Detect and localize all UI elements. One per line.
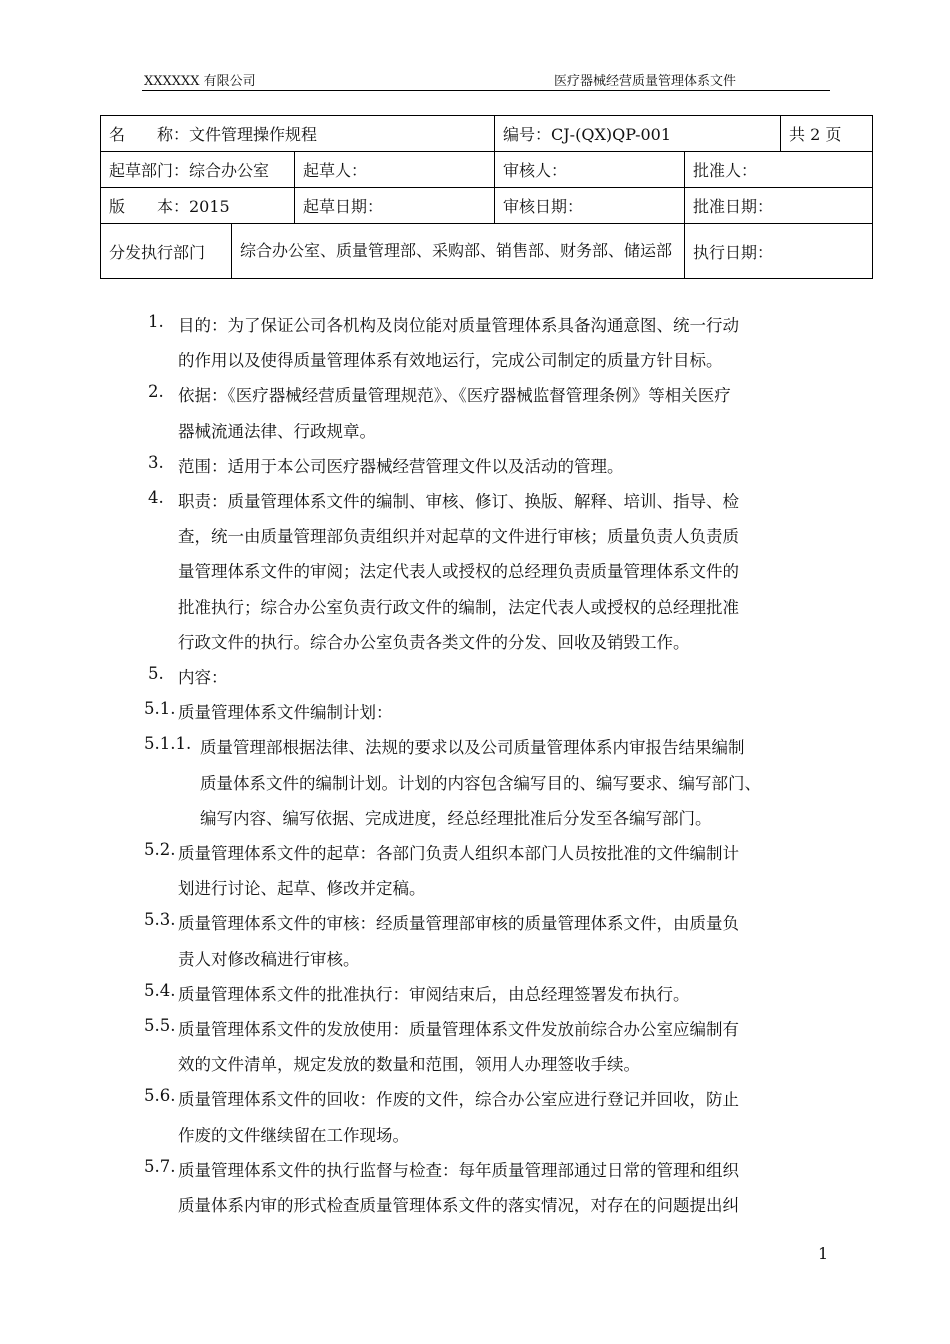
section-text-line: 编写内容、编写依据、完成进度，经总经理批准后分发至各编写部门。 (200, 808, 712, 828)
section-text-line: 行政文件的执行。综合办公室负责各类文件的分发、回收及销毁工作。 (178, 632, 690, 652)
section-text-line: 目的：为了保证公司各机构及岗位能对质量管理体系具备沟通意图、统一行动 (178, 316, 739, 335)
section-number: 5.1.1. (144, 734, 192, 754)
review-date-cell: 审核日期： (495, 188, 685, 224)
section-text-line: 划进行讨论、起草、修改并定稿。 (178, 879, 426, 899)
section-text-line: 量管理体系文件的审阅；法定代表人或授权的总经理负责质量管理体系文件的 (178, 562, 739, 582)
section-text-line: 质量管理部根据法律、法规的要求以及公司质量管理体系内审报告结果编制 (200, 738, 745, 758)
section-text-line: 器械流通法律、行政规章。 (178, 421, 376, 441)
page-header (142, 70, 830, 91)
draft-dept-cell: 起草部门：综合办公室 (101, 152, 295, 188)
section-number: 5.5. (144, 1016, 176, 1035)
section-number: 3. (148, 452, 164, 472)
distribution-depts-cell: 综合办公室、质量管理部、采购部、销售部、财务部、储运部 (232, 224, 685, 279)
approver-cell: 批准人： (685, 152, 873, 188)
reviewer-cell: 审核人： (495, 152, 685, 188)
section-text-line: 责人对修改稿进行审核。 (178, 949, 360, 969)
page-number: 1 (818, 1244, 829, 1263)
section-number: 2. (148, 382, 164, 402)
section-text-line: 质量体系内审的形式检查质量管理体系文件的落实情况，对存在的问题提出纠 (178, 1196, 739, 1215)
document-info-table (100, 115, 873, 279)
section-text-line: 批准执行；综合办公室负责行政文件的编制，法定代表人或授权的总经理批准 (178, 597, 739, 617)
section-number: 1. (148, 312, 164, 331)
page-count-cell: 共 2 页 (781, 116, 873, 152)
doc-system-title: 医疗器械经营质量管理体系文件 (554, 74, 737, 89)
section-number: 5.6. (144, 1086, 176, 1106)
section-text-line: 质量管理体系文件的发放使用：质量管理体系文件发放前综合办公室应编制有 (178, 1020, 739, 1039)
section-text-line: 职责：质量管理体系文件的编制、审核、修订、换版、解释、培训、指导、检 (178, 492, 739, 511)
section-text-line: 的作用以及使得质量管理体系有效地运行，完成公司制定的质量方针目标。 (178, 351, 723, 371)
version-cell: 版 本：2015 (101, 188, 295, 224)
exec-date-cell: 执行日期： (685, 224, 873, 279)
section-number: 5.3. (144, 910, 176, 930)
section-number: 5.4. (144, 980, 176, 1000)
doc-name-cell: 名 称：文件管理操作规程 (101, 116, 495, 152)
section-number: 5.7. (144, 1156, 176, 1176)
section-text-line: 质量管理体系文件的起草：各部门负责人组织本部门人员按批准的文件编制计 (178, 844, 739, 863)
section-text-line: 效的文件清单，规定发放的数量和范围，领用人办理签收手续。 (178, 1055, 640, 1075)
section-number: 5.1. (144, 699, 176, 719)
doc-code-cell: 编号：CJ-(QX)QP-001 (495, 116, 781, 152)
section-text-line: 质量管理体系文件的回收：作废的文件，综合办公室应进行登记并回收，防止 (178, 1090, 739, 1110)
section-text-line: 质量管理体系文件的审核：经质量管理部审核的质量管理体系文件，由质量负 (178, 914, 739, 934)
section-text-line: 质量管理体系文件的执行监督与检查：每年质量管理部通过日常的管理和组织 (178, 1160, 739, 1180)
section-text-line: 依据：《医疗器械经营质量管理规范》、《医疗器械监督管理条例》等相关医疗 (178, 386, 731, 406)
draft-date-cell: 起草日期： (295, 188, 495, 224)
section-text-line: 作废的文件继续留在工作现场。 (178, 1125, 409, 1145)
section-text-line: 内容： (178, 668, 228, 687)
section-text-line: 质量管理体系文件编制计划： (178, 703, 393, 723)
section-number: 5.2. (144, 840, 176, 859)
section-text-line: 质量体系文件的编制计划。计划的内容包含编写目的、编写要求、编写部门、 (200, 773, 761, 793)
drafter-cell: 起草人： (295, 152, 495, 188)
company-name: XXXXXX 有限公司 (144, 74, 256, 89)
section-text-line: 查，统一由质量管理部负责组织并对起草的文件进行审核；质量负责人负责质 (178, 527, 739, 547)
distribution-label-cell: 分发执行部门 (101, 224, 232, 279)
section-number: 4. (148, 488, 164, 507)
section-text-line: 质量管理体系文件的批准执行：审阅结束后，由总经理签署发布执行。 (178, 984, 690, 1004)
section-number: 5. (148, 664, 164, 683)
approve-date-cell: 批准日期： (685, 188, 873, 224)
section-text-line: 范围：适用于本公司医疗器械经营管理文件以及活动的管理。 (178, 456, 624, 476)
